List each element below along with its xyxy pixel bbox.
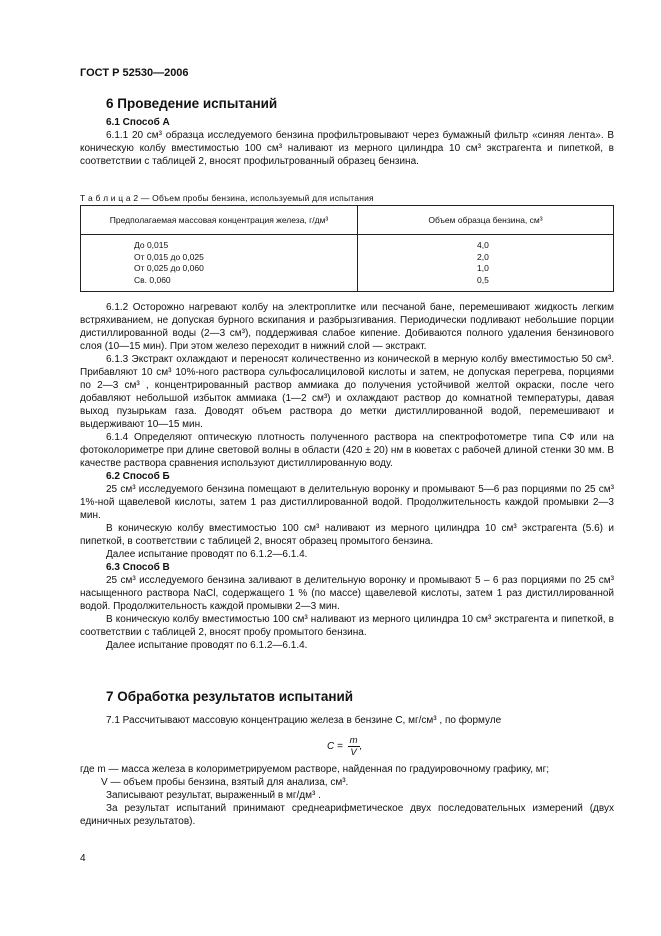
section-7-heading: 7 Обработка результатов испытаний xyxy=(106,689,354,704)
section-6-part-1 xyxy=(80,116,614,168)
sample-volume-table xyxy=(80,205,614,292)
paragraph-6-3-b: В коническую колбу вместимостью 100 см³ наливают из мерного цилиндра 10 см³ экстрагента и пипеткой, в соответствии с таблицей 2, вносят пробу промытого бензина. xyxy=(80,614,614,638)
table-cell-vol: 2,0 xyxy=(477,251,489,262)
subsection-6-3-heading: 6.3 Способ В xyxy=(106,562,170,573)
paragraph-6-2-a: 25 см³ исследуемого бензина помещают в делительную воронку и промывают 5—6 раз порциями по 25 см³ 1%-ной щавелевой кислоты, затем 1 раз дистиллированной водой. Продолжительность каждой промывки 2—3 мин. xyxy=(80,484,614,521)
table-cell-conc: От 0,015 до 0,025 xyxy=(134,251,204,262)
table-row xyxy=(81,235,614,292)
table-cell-conc: От 0,025 до 0,060 xyxy=(134,263,204,273)
paragraph-6-1-4: 6.1.4 Определяют оптическую плотность полученного раствора на спектрофотометре типа СФ или на фотоколориметре при длине световой волны в области (420 ± 20) нм в кюветах с рабочей длиной стенки 30 мм. В качестве раствора сравнения используют дистиллированную воду. xyxy=(80,432,614,469)
standard-header: ГОСТ Р 52530—2006 xyxy=(80,67,189,79)
subsection-6-1-heading: 6.1 Способ А xyxy=(106,117,170,128)
formula-fraction xyxy=(348,735,360,758)
formula-numerator: m xyxy=(349,735,358,746)
paragraph-7-1: 7.1 Рассчитывают массовую концентрацию железа в бензине С, мг/см³ , по формуле xyxy=(106,715,502,726)
where-line-2: V — объем пробы бензина, взятый для анализа, см³. xyxy=(101,777,349,788)
formula-denominator: V xyxy=(350,747,357,758)
section-6-heading: 6 Проведение испытаний xyxy=(106,96,278,111)
table-cell-conc: Св. 0,060 xyxy=(134,274,171,285)
paragraph-6-1-2: 6.1.2 Осторожно нагревают колбу на электроплитке или песчаной бане, перемешивают жидкость легким встряхиванием, не допуская бурного вскипания и разбрызгивания. Периодически подливают небольшие порции дистиллированной воды (2—3 см³), поддерживая слабое кипение. Добиваются полного удаления бензинового слоя (10—15 мин). При этом железо переходит в нижний слой — экстракт. xyxy=(80,302,614,352)
formula-lhs: С = xyxy=(327,741,343,753)
section-7-part-2 xyxy=(80,763,614,828)
paragraph-6-1-1: 6.1.1 20 см³ образца исследуемого бензина профильтровывают через бумажный фильтр «синяя лента». В коническую колбу вместимостью 100 см³ наливают из мерного цилиндра 10 см³ экстрагента и пипеткой, в соответствии с таблицей 2, вносят профильтрованный образец бензина. xyxy=(80,130,614,167)
table-cell-vol: 0,5 xyxy=(477,274,489,285)
table-cell-concentrations xyxy=(81,235,358,292)
section-6-part-2 xyxy=(80,301,614,652)
table-caption: Т а б л и ц а 2 — Объем пробы бензина, используемый для испытания xyxy=(80,193,374,203)
table-cell-conc: До 0,015 xyxy=(134,240,169,250)
table-cell-vol: 4,0 xyxy=(477,240,489,250)
paragraph-record: Записывают результат, выраженный в мг/дм³ . xyxy=(106,790,321,801)
paragraph-result: За результат испытаний принимают среднеарифметическое двух последовательных измерений (двух единичных результатов). xyxy=(80,803,614,827)
subsection-6-2-heading: 6.2 Способ Б xyxy=(106,471,170,482)
table-cell-volumes xyxy=(358,235,614,292)
table-cell-vol: 1,0 xyxy=(477,263,489,273)
table-header-concentration: Предполагаемая массовая концентрация железа, г/дм³ xyxy=(81,206,358,235)
paragraph-6-3-a: 25 см³ исследуемого бензина заливают в делительную воронку и промывают 5 – 6 раз порциями по 25 см³ насыщенного раствора NaCl, содержащего 1 % (по массе) щавелевой кислоты, затем 1 раз дистиллированной водой. Продолжительность каждой промывки 2—3 мин. xyxy=(80,575,614,612)
formula xyxy=(327,735,362,758)
paragraph-7-1-block xyxy=(80,714,614,727)
formula-tail: , xyxy=(359,741,363,753)
paragraph-6-2-c: Далее испытание проводят по 6.1.2—6.1.4. xyxy=(106,549,308,560)
table-header-volume: Объем образца бензина, см³ xyxy=(358,206,614,235)
paragraph-6-3-c: Далее испытание проводят по 6.1.2—6.1.4. xyxy=(106,640,308,651)
page-number: 4 xyxy=(80,853,86,864)
paragraph-6-1-3: 6.1.3 Экстракт охлаждают и переносят количественно из конической в мерную колбу вместимостью 50 см³. Прибавляют 10 см³ 10%-ного раствора сульфосалициловой кислоты и затем, не допуская перегрева, порциями по 2—3 см³ , концентрированный раствор аммиака до получения устойчивой желтой окраски, после чего добавляют небольшой избыток аммиака (1—2 см³) и охлаждают раствор до комнатной температуры, давая выход пузырькам газа. Доводят объем раствора до метки дистиллированной водой, перемешивают и выдерживают 10—15 мин. xyxy=(80,354,614,430)
where-line-1: где m — масса железа в колориметрируемом растворе, найденная по градуировочному графику, мг; xyxy=(80,764,550,775)
paragraph-6-2-b: В коническую колбу вместимостью 100 см³ наливают из мерного цилиндра 10 см³ экстрагента (5.6) и пипеткой, в соответствии с таблицей 2, вносят образец промытого бензина. xyxy=(80,523,614,547)
